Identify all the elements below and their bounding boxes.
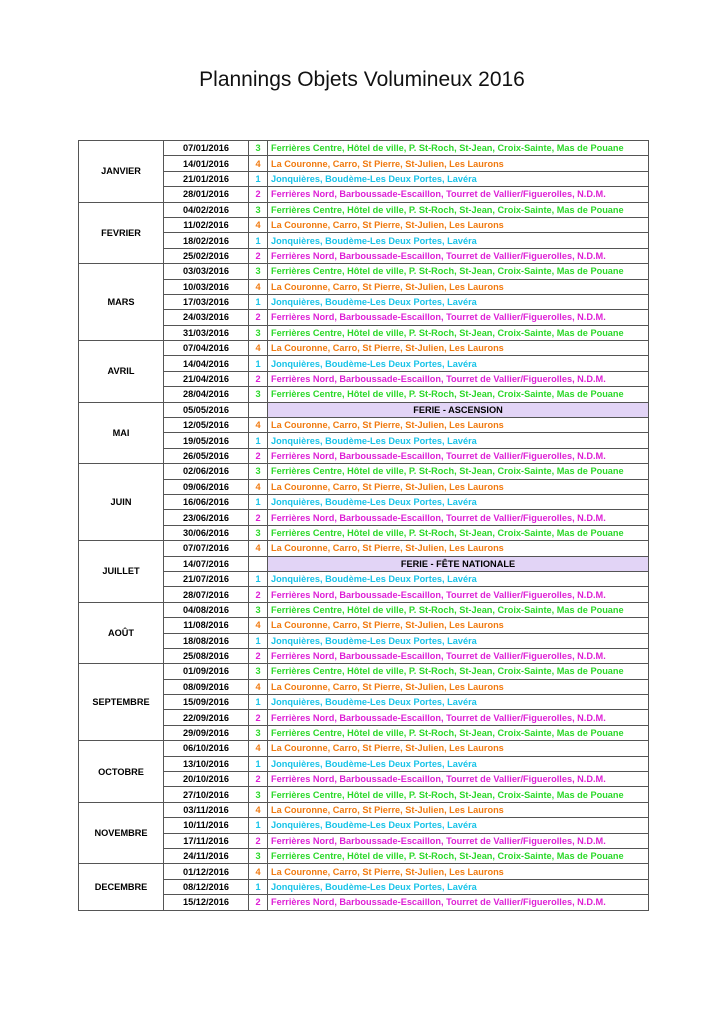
date-cell: 31/03/2016: [164, 325, 249, 340]
table-row: [79, 217, 649, 232]
zone-cell: Ferrières Nord, Barboussade-Escaillon, Tourret de Vallier/Figuerolles, N.D.M.: [268, 448, 649, 463]
zone-number-cell: 3: [249, 464, 268, 479]
zone-number-cell: 2: [249, 510, 268, 525]
zone-cell: Jonquières, Boudème-Les Deux Portes, Lavéra: [268, 633, 649, 648]
table-row: [79, 402, 649, 417]
table-row: [79, 725, 649, 740]
date-cell: 27/10/2016: [164, 787, 249, 802]
date-cell: 02/06/2016: [164, 464, 249, 479]
zone-cell: Ferrières Centre, Hôtel de ville, P. St-Roch, St-Jean, Croix-Sainte, Mas de Pouane: [268, 202, 649, 217]
zone-number-cell: 4: [249, 864, 268, 879]
table-row: [79, 633, 649, 648]
zone-cell: La Couronne, Carro, St Pierre, St-Julien, Les Laurons: [268, 802, 649, 817]
zone-cell: Ferrières Centre, Hôtel de ville, P. St-Roch, St-Jean, Croix-Sainte, Mas de Pouane: [268, 141, 649, 156]
date-cell: 25/02/2016: [164, 248, 249, 263]
date-cell: 03/03/2016: [164, 264, 249, 279]
table-row: [79, 448, 649, 463]
zone-cell: Ferrières Centre, Hôtel de ville, P. St-Roch, St-Jean, Croix-Sainte, Mas de Pouane: [268, 848, 649, 863]
zone-cell: Ferrières Nord, Barboussade-Escaillon, Tourret de Vallier/Figuerolles, N.D.M.: [268, 371, 649, 386]
date-cell: 09/06/2016: [164, 479, 249, 494]
date-cell: 04/08/2016: [164, 602, 249, 617]
zone-cell: Ferrières Centre, Hôtel de ville, P. St-Roch, St-Jean, Croix-Sainte, Mas de Pouane: [268, 787, 649, 802]
table-row: [79, 202, 649, 217]
zone-number-cell: 3: [249, 525, 268, 540]
zone-cell: Jonquières, Boudème-Les Deux Portes, Lavéra: [268, 233, 649, 248]
month-cell: OCTOBRE: [79, 741, 164, 803]
table-row: [79, 695, 649, 710]
schedule-table-body: [79, 141, 649, 911]
zone-cell: La Couronne, Carro, St Pierre, St-Julien, Les Laurons: [268, 618, 649, 633]
zone-number-cell: 2: [249, 895, 268, 910]
zone-cell: La Couronne, Carro, St Pierre, St-Julien, Les Laurons: [268, 479, 649, 494]
zone-number-cell: 3: [249, 264, 268, 279]
table-row: [79, 294, 649, 309]
zone-number-cell: 4: [249, 802, 268, 817]
table-row: [79, 510, 649, 525]
table-row: [79, 433, 649, 448]
zone-cell: La Couronne, Carro, St Pierre, St-Julien, Les Laurons: [268, 679, 649, 694]
table-row: [79, 387, 649, 402]
table-row: [79, 710, 649, 725]
zone-number-cell: 3: [249, 387, 268, 402]
date-cell: 05/05/2016: [164, 402, 249, 417]
table-row: [79, 679, 649, 694]
date-cell: 01/09/2016: [164, 664, 249, 679]
zone-number-cell: 1: [249, 171, 268, 186]
date-cell: 15/12/2016: [164, 895, 249, 910]
date-cell: 21/07/2016: [164, 571, 249, 586]
date-cell: 17/03/2016: [164, 294, 249, 309]
date-cell: 21/04/2016: [164, 371, 249, 386]
month-cell: AVRIL: [79, 341, 164, 403]
table-row: [79, 156, 649, 171]
zone-cell: Jonquières, Boudème-Les Deux Portes, Lavéra: [268, 695, 649, 710]
date-cell: 21/01/2016: [164, 171, 249, 186]
date-cell: 14/04/2016: [164, 356, 249, 371]
table-row: [79, 248, 649, 263]
zone-number-cell: 2: [249, 310, 268, 325]
date-cell: 26/05/2016: [164, 448, 249, 463]
table-row: [79, 818, 649, 833]
table-row: [79, 848, 649, 863]
date-cell: 15/09/2016: [164, 695, 249, 710]
table-row: [79, 494, 649, 509]
zone-number-cell: 1: [249, 294, 268, 309]
table-row: [79, 602, 649, 617]
table-row: [79, 264, 649, 279]
zone-cell: Ferrières Nord, Barboussade-Escaillon, Tourret de Vallier/Figuerolles, N.D.M.: [268, 310, 649, 325]
table-row: [79, 341, 649, 356]
zone-cell: Ferrières Nord, Barboussade-Escaillon, Tourret de Vallier/Figuerolles, N.D.M.: [268, 833, 649, 848]
table-row: [79, 787, 649, 802]
zone-cell: Jonquières, Boudème-Les Deux Portes, Lavéra: [268, 571, 649, 586]
zone-number-cell: 3: [249, 664, 268, 679]
zone-number-cell: 3: [249, 325, 268, 340]
zone-number-cell: 2: [249, 248, 268, 263]
date-cell: 17/11/2016: [164, 833, 249, 848]
date-cell: 28/04/2016: [164, 387, 249, 402]
table-row: [79, 356, 649, 371]
date-cell: 24/11/2016: [164, 848, 249, 863]
zone-number-cell: 3: [249, 725, 268, 740]
zone-number-cell: 1: [249, 494, 268, 509]
zone-cell: Ferrières Nord, Barboussade-Escaillon, Tourret de Vallier/Figuerolles, N.D.M.: [268, 648, 649, 663]
zone-cell: La Couronne, Carro, St Pierre, St-Julien, Les Laurons: [268, 156, 649, 171]
month-cell: SEPTEMBRE: [79, 664, 164, 741]
date-cell: 10/11/2016: [164, 818, 249, 833]
zone-number-cell: 1: [249, 695, 268, 710]
zone-number-cell: 1: [249, 756, 268, 771]
table-row: [79, 571, 649, 586]
zone-cell: La Couronne, Carro, St Pierre, St-Julien, Les Laurons: [268, 741, 649, 756]
holiday-cell: FERIE - ASCENSION: [268, 402, 649, 417]
zone-number-cell: 4: [249, 341, 268, 356]
zone-cell: Ferrières Nord, Barboussade-Escaillon, Tourret de Vallier/Figuerolles, N.D.M.: [268, 587, 649, 602]
zone-cell: Ferrières Centre, Hôtel de ville, P. St-Roch, St-Jean, Croix-Sainte, Mas de Pouane: [268, 464, 649, 479]
zone-cell: Ferrières Centre, Hôtel de ville, P. St-Roch, St-Jean, Croix-Sainte, Mas de Pouane: [268, 602, 649, 617]
date-cell: 18/08/2016: [164, 633, 249, 648]
zone-cell: La Couronne, Carro, St Pierre, St-Julien, Les Laurons: [268, 541, 649, 556]
table-row: [79, 479, 649, 494]
zone-number-cell: 4: [249, 541, 268, 556]
zone-number-cell: 2: [249, 187, 268, 202]
date-cell: 30/06/2016: [164, 525, 249, 540]
date-cell: 23/06/2016: [164, 510, 249, 525]
zone-number-cell: 1: [249, 571, 268, 586]
date-cell: 25/08/2016: [164, 648, 249, 663]
zone-number-cell: 4: [249, 618, 268, 633]
date-cell: 08/12/2016: [164, 879, 249, 894]
date-cell: 06/10/2016: [164, 741, 249, 756]
date-cell: 01/12/2016: [164, 864, 249, 879]
date-cell: 28/07/2016: [164, 587, 249, 602]
zone-number-cell: 1: [249, 879, 268, 894]
date-cell: 22/09/2016: [164, 710, 249, 725]
zone-cell: Jonquières, Boudème-Les Deux Portes, Lavéra: [268, 433, 649, 448]
date-cell: 11/02/2016: [164, 217, 249, 232]
zone-number-cell: 2: [249, 833, 268, 848]
zone-cell: La Couronne, Carro, St Pierre, St-Julien, Les Laurons: [268, 418, 649, 433]
zone-cell: Ferrières Centre, Hôtel de ville, P. St-Roch, St-Jean, Croix-Sainte, Mas de Pouane: [268, 264, 649, 279]
table-row: [79, 525, 649, 540]
month-cell: DECEMBRE: [79, 864, 164, 910]
zone-number-cell: 3: [249, 787, 268, 802]
zone-number-cell: [249, 402, 268, 417]
zone-number-cell: 4: [249, 217, 268, 232]
table-row: [79, 541, 649, 556]
table-row: [79, 418, 649, 433]
date-cell: 29/09/2016: [164, 725, 249, 740]
zone-number-cell: 1: [249, 233, 268, 248]
zone-number-cell: 2: [249, 448, 268, 463]
month-cell: NOVEMBRE: [79, 802, 164, 864]
table-row: [79, 233, 649, 248]
date-cell: 14/07/2016: [164, 556, 249, 571]
month-cell: JANVIER: [79, 141, 164, 203]
date-cell: 19/05/2016: [164, 433, 249, 448]
schedule-table: [78, 140, 649, 911]
zone-cell: La Couronne, Carro, St Pierre, St-Julien, Les Laurons: [268, 217, 649, 232]
zone-cell: La Couronne, Carro, St Pierre, St-Julien, Les Laurons: [268, 341, 649, 356]
table-row: [79, 464, 649, 479]
date-cell: 13/10/2016: [164, 756, 249, 771]
zone-cell: Jonquières, Boudème-Les Deux Portes, Lavéra: [268, 356, 649, 371]
date-cell: 07/04/2016: [164, 341, 249, 356]
date-cell: 24/03/2016: [164, 310, 249, 325]
month-cell: MARS: [79, 264, 164, 341]
table-row: [79, 895, 649, 910]
zone-cell: Ferrières Centre, Hôtel de ville, P. St-Roch, St-Jean, Croix-Sainte, Mas de Pouane: [268, 387, 649, 402]
zone-number-cell: 1: [249, 818, 268, 833]
date-cell: 18/02/2016: [164, 233, 249, 248]
table-row: [79, 141, 649, 156]
zone-number-cell: 4: [249, 679, 268, 694]
date-cell: 14/01/2016: [164, 156, 249, 171]
table-row: [79, 618, 649, 633]
zone-cell: Jonquières, Boudème-Les Deux Portes, Lavéra: [268, 494, 649, 509]
table-row: [79, 187, 649, 202]
table-row: [79, 864, 649, 879]
date-cell: 11/08/2016: [164, 618, 249, 633]
zone-cell: Jonquières, Boudème-Les Deux Portes, Lavéra: [268, 879, 649, 894]
zone-number-cell: 3: [249, 141, 268, 156]
zone-cell: Ferrières Centre, Hôtel de ville, P. St-Roch, St-Jean, Croix-Sainte, Mas de Pouane: [268, 325, 649, 340]
date-cell: 03/11/2016: [164, 802, 249, 817]
table-row: [79, 310, 649, 325]
zone-cell: Ferrières Nord, Barboussade-Escaillon, Tourret de Vallier/Figuerolles, N.D.M.: [268, 895, 649, 910]
zone-number-cell: 4: [249, 479, 268, 494]
holiday-cell: FERIE - FÊTE NATIONALE: [268, 556, 649, 571]
zone-number-cell: 2: [249, 371, 268, 386]
table-row: [79, 802, 649, 817]
zone-number-cell: 3: [249, 848, 268, 863]
zone-number-cell: 4: [249, 156, 268, 171]
date-cell: 10/03/2016: [164, 279, 249, 294]
date-cell: 07/01/2016: [164, 141, 249, 156]
table-row: [79, 833, 649, 848]
date-cell: 28/01/2016: [164, 187, 249, 202]
zone-number-cell: 1: [249, 356, 268, 371]
zone-cell: Jonquières, Boudème-Les Deux Portes, Lavéra: [268, 171, 649, 186]
zone-cell: Jonquières, Boudème-Les Deux Portes, Lavéra: [268, 756, 649, 771]
zone-number-cell: 2: [249, 772, 268, 787]
zone-number-cell: 2: [249, 710, 268, 725]
zone-cell: Ferrières Nord, Barboussade-Escaillon, Tourret de Vallier/Figuerolles, N.D.M.: [268, 772, 649, 787]
table-row: [79, 279, 649, 294]
zone-cell: La Couronne, Carro, St Pierre, St-Julien, Les Laurons: [268, 864, 649, 879]
zone-cell: Ferrières Nord, Barboussade-Escaillon, Tourret de Vallier/Figuerolles, N.D.M.: [268, 187, 649, 202]
zone-number-cell: 1: [249, 633, 268, 648]
table-row: [79, 879, 649, 894]
table-row: [79, 325, 649, 340]
zone-cell: Ferrières Nord, Barboussade-Escaillon, Tourret de Vallier/Figuerolles, N.D.M.: [268, 510, 649, 525]
zone-cell: Ferrières Centre, Hôtel de ville, P. St-Roch, St-Jean, Croix-Sainte, Mas de Pouane: [268, 725, 649, 740]
zone-number-cell: 4: [249, 418, 268, 433]
table-row: [79, 171, 649, 186]
zone-number-cell: 4: [249, 279, 268, 294]
month-cell: FEVRIER: [79, 202, 164, 264]
zone-cell: La Couronne, Carro, St Pierre, St-Julien, Les Laurons: [268, 279, 649, 294]
zone-number-cell: 2: [249, 587, 268, 602]
date-cell: 07/07/2016: [164, 541, 249, 556]
table-row: [79, 371, 649, 386]
zone-number-cell: 2: [249, 648, 268, 663]
date-cell: 08/09/2016: [164, 679, 249, 694]
zone-number-cell: 1: [249, 433, 268, 448]
page-title: Plannings Objets Volumineux 2016: [199, 68, 525, 91]
zone-number-cell: [249, 556, 268, 571]
zone-cell: Ferrières Centre, Hôtel de ville, P. St-Roch, St-Jean, Croix-Sainte, Mas de Pouane: [268, 664, 649, 679]
zone-number-cell: 4: [249, 741, 268, 756]
month-cell: AOÛT: [79, 602, 164, 664]
table-row: [79, 664, 649, 679]
table-row: [79, 587, 649, 602]
month-cell: JUIN: [79, 464, 164, 541]
table-row: [79, 772, 649, 787]
date-cell: 20/10/2016: [164, 772, 249, 787]
month-cell: JUILLET: [79, 541, 164, 603]
table-row: [79, 741, 649, 756]
date-cell: 04/02/2016: [164, 202, 249, 217]
table-row: [79, 756, 649, 771]
zone-cell: Jonquières, Boudème-Les Deux Portes, Lavéra: [268, 818, 649, 833]
table-row: [79, 648, 649, 663]
zone-cell: Ferrières Centre, Hôtel de ville, P. St-Roch, St-Jean, Croix-Sainte, Mas de Pouane: [268, 525, 649, 540]
date-cell: 16/06/2016: [164, 494, 249, 509]
zone-cell: Jonquières, Boudème-Les Deux Portes, Lavéra: [268, 294, 649, 309]
month-cell: MAI: [79, 402, 164, 464]
zone-cell: Ferrières Nord, Barboussade-Escaillon, Tourret de Vallier/Figuerolles, N.D.M.: [268, 248, 649, 263]
zone-number-cell: 3: [249, 602, 268, 617]
date-cell: 12/05/2016: [164, 418, 249, 433]
table-row: [79, 556, 649, 571]
zone-cell: Ferrières Nord, Barboussade-Escaillon, Tourret de Vallier/Figuerolles, N.D.M.: [268, 710, 649, 725]
zone-number-cell: 3: [249, 202, 268, 217]
